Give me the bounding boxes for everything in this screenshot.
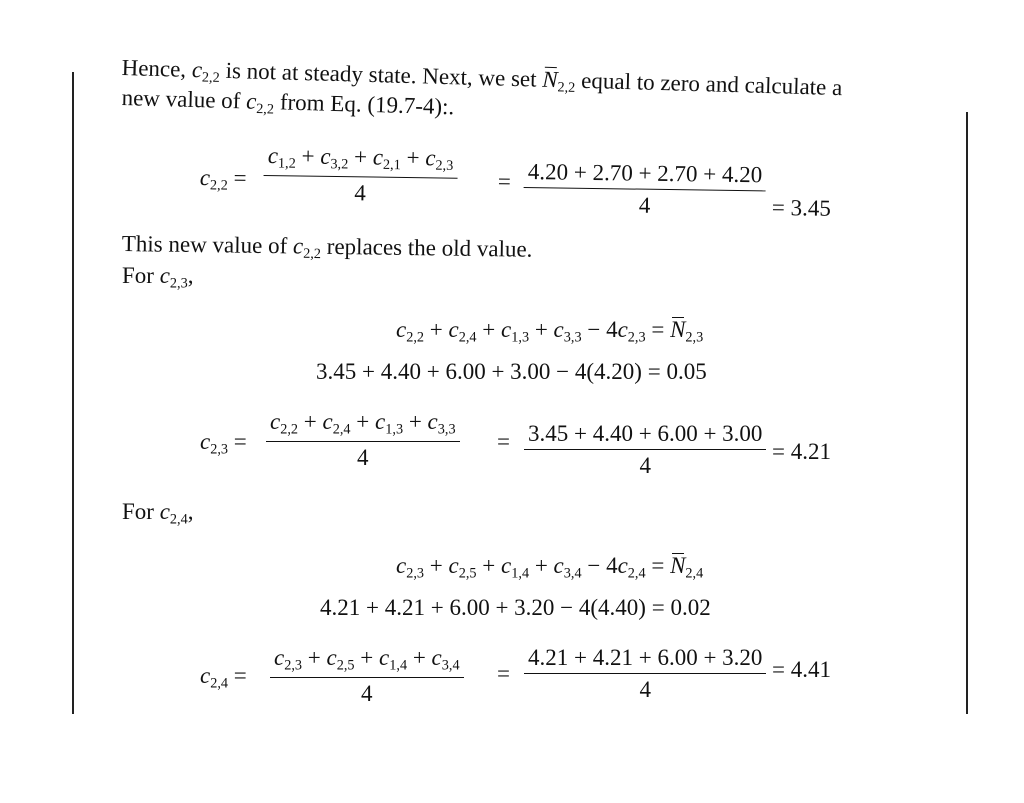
paragraph-line-2: new value of $c_{2,2}$ from Eq. (19.7-4):. [121,85,455,120]
eq2-lhs: $c_{2,3}$ = [200,429,247,458]
eq3-equals: = [497,661,510,686]
eq1-result: = 3.45 [771,195,831,221]
right-margin-rule [966,112,968,714]
eq1-symbolic-fraction: $\frac{c_{1,2} + c_{3,2} + c_{2,1} + c_{2,3}}{4}$ [263,144,457,205]
n-bar-symbol: N [670,553,686,578]
left-margin-rule [72,72,74,714]
n-bar-symbol: N [670,317,686,342]
eq3-numeric-check: 4.21 + 4.21 + 6.00 + 3.20 − 4(4.40) = 0.02 [320,595,711,620]
eq3-symbolic-fraction: $\frac{c_{2,3} + c_{2,5} + c_{1,4} + c_{3,4}}{4}$ [270,646,464,705]
n-bar-symbol: N [542,66,559,93]
eq2-equals: = [497,429,510,454]
eq1-lhs: $c_{2,2}$ = [199,165,247,194]
eq3-symbolic: $c_{2,3} + c_{2,5} + c_{1,4} + c_{3,4} - 4c_{2,4} = N_{2,4}$ [396,553,704,582]
eq1-numeric-fraction: $\frac{4.20 + 2.70 + 2.70 + 4.20}{4}$ [523,160,766,218]
eq2-result: = 4.21 [772,439,831,464]
eq3-result: = 4.41 [772,657,831,682]
eq3-numeric-fraction: $\frac{4.21 + 4.21 + 6.00 + 3.20}{4}$ [524,646,766,701]
replace-text: This new value of $c_{2,2}$ replaces the old value. [121,231,533,263]
paragraph-line-1: Hence, $c_{2,2}$ is not at steady state. Next, we set $N_{2,2}$ equal to zero and calculate a [121,55,843,101]
for-c23-label: For $c_{2,3}$, [122,263,194,292]
eq2-numeric-check: 3.45 + 4.40 + 6.00 + 3.00 − 4(4.20) = 0.05 [316,359,707,384]
eq3-lhs: $c_{2,4}$ = [200,663,247,692]
eq1-equals: = [497,169,511,195]
eq2-symbolic: $c_{2,2} + c_{2,4} + c_{1,3} + c_{3,3} - 4c_{2,3} = N_{2,3}$ [396,317,704,346]
for-c24-label: For $c_{2,4}$, [122,499,194,528]
eq2-symbolic-fraction: $\frac{c_{2,2} + c_{2,4} + c_{1,3} + c_{3,3}}{4}$ [266,410,460,469]
eq2-numeric-fraction: $\frac{3.45 + 4.40 + 6.00 + 3.00}{4}$ [524,422,766,477]
